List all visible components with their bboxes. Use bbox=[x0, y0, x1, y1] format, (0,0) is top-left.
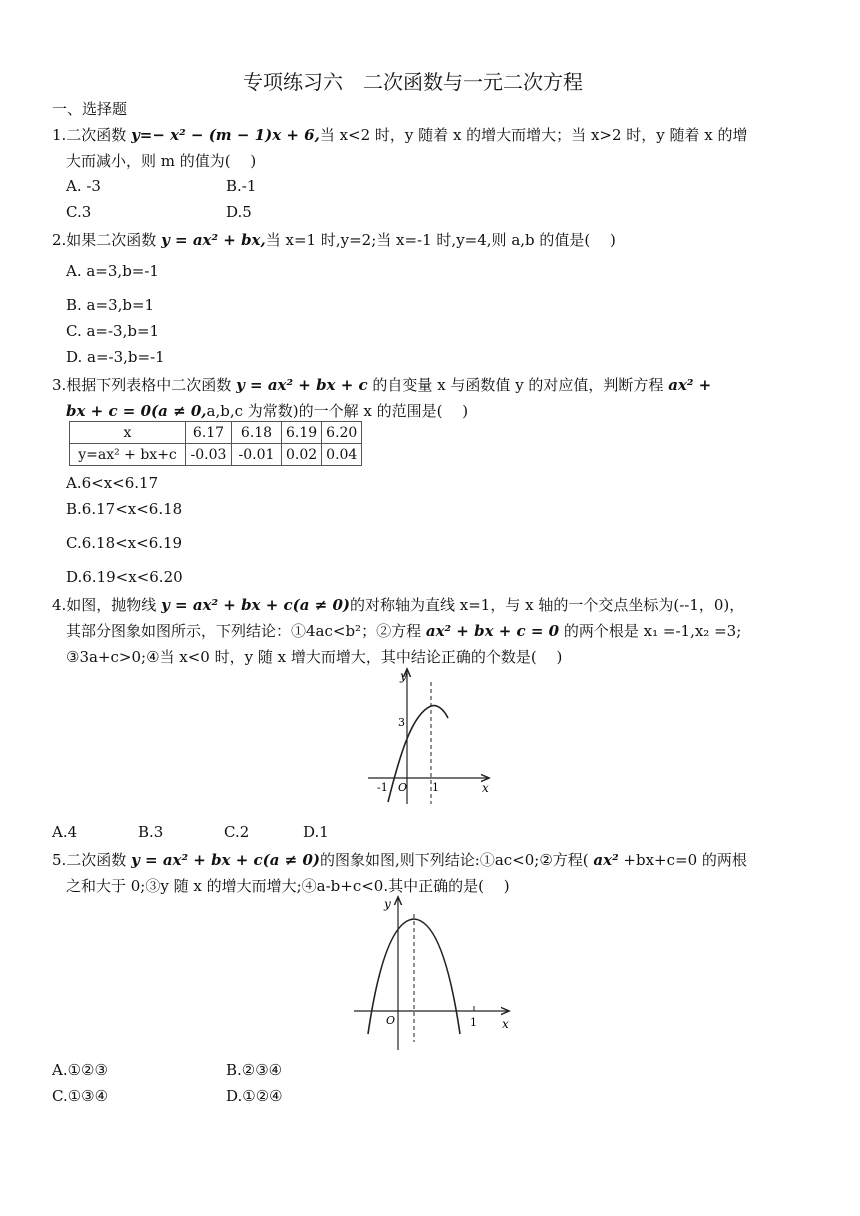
q4-text-3: 的两个根是 x₁ =-1,x₂ =3; bbox=[559, 622, 742, 640]
table-row bbox=[70, 422, 362, 444]
q5-text: 的图象如图,则下列结论:①ac<0;②方程( bbox=[320, 851, 594, 869]
table-cell: 6.17 bbox=[186, 422, 232, 444]
parabola-curve bbox=[388, 706, 448, 802]
q3-option-c: C.6.18<x<6.19 bbox=[66, 534, 183, 552]
table-cell: x bbox=[70, 422, 186, 444]
tick-label-1: 1 bbox=[470, 1016, 477, 1029]
question-4-line-1 bbox=[52, 594, 744, 615]
value-table bbox=[69, 421, 362, 466]
question-1-line-2: 大而减小，则 m 的值为( ) bbox=[66, 152, 257, 170]
q4-prefix: 4.如图，抛物线 bbox=[52, 596, 162, 614]
q2-formula: y = ax² + bx, bbox=[161, 231, 266, 249]
q4-option-c: C.2 bbox=[224, 823, 250, 841]
q4-option-d: D.1 bbox=[303, 823, 329, 841]
question-3-line-1 bbox=[52, 374, 711, 395]
table-cell: -0.01 bbox=[232, 444, 282, 466]
question-4-line-3: ③3a+c>0;④当 x<0 时，y 随 x 增大而增大，其中结论正确的个数是( ) bbox=[66, 648, 563, 666]
question-2-line-1 bbox=[52, 229, 616, 250]
x-axis-label: x bbox=[502, 1017, 509, 1031]
q2-option-a: A. a=3,b=-1 bbox=[66, 262, 159, 280]
question-3-line-2 bbox=[66, 400, 468, 421]
table-cell: 6.19 bbox=[282, 422, 322, 444]
q2-option-d: D. a=-3,b=-1 bbox=[66, 348, 165, 366]
question-5-line-2: 之和大于 0;③y 随 x 的增大而增大;④a-b+c<0.其中正确的是( ) bbox=[66, 877, 510, 895]
q4-formula: y = ax² + bx + c(a ≠ 0) bbox=[161, 596, 351, 614]
table-cell: 6.20 bbox=[322, 422, 362, 444]
q3-text: 的自变量 x 与函数值 y 的对应值，判断方程 bbox=[367, 376, 669, 394]
tick-label-3: 3 bbox=[398, 716, 405, 729]
table-row bbox=[70, 444, 362, 466]
section-heading: 一、选择题 bbox=[52, 100, 128, 118]
q1-formula: y=− x² − (m − 1)x + 6, bbox=[131, 126, 320, 144]
tick-label-1: 1 bbox=[432, 781, 439, 794]
question-4-line-2 bbox=[66, 620, 741, 641]
x-axis-label: x bbox=[482, 781, 489, 795]
q4-equation: ax² + bx + c = 0 bbox=[425, 622, 560, 640]
q1-option-b: B.-1 bbox=[226, 177, 257, 195]
q5-text-2: +bx+c=0 的两根 bbox=[618, 851, 747, 869]
q3-text-2: a,b,c 为常数)的一个解 x 的范围是( ) bbox=[206, 402, 469, 420]
q5-option-c: C.①③④ bbox=[52, 1087, 109, 1105]
table-cell: 0.04 bbox=[322, 444, 362, 466]
origin-label: O bbox=[398, 781, 408, 794]
q1-option-d: D.5 bbox=[226, 203, 252, 221]
q4-option-b: B.3 bbox=[138, 823, 164, 841]
question-1-line-1 bbox=[52, 124, 748, 145]
table-cell: 0.02 bbox=[282, 444, 322, 466]
q5-parabola-figure bbox=[348, 892, 518, 1057]
q1-text: 当 x<2 时，y 随着 x 的增大而增大；当 x>2 时，y 随着 x 的增 bbox=[319, 126, 748, 144]
table-cell: -0.03 bbox=[186, 444, 232, 466]
question-5-line-1 bbox=[52, 849, 747, 870]
table-cell: 6.18 bbox=[232, 422, 282, 444]
q3-option-a: A.6<x<6.17 bbox=[66, 474, 159, 492]
q4-option-a: A.4 bbox=[52, 823, 78, 841]
q5-option-d: D.①②④ bbox=[226, 1087, 283, 1105]
q5-option-a: A.①②③ bbox=[52, 1061, 108, 1079]
q3-option-d: D.6.19<x<6.20 bbox=[66, 568, 183, 586]
q5-option-b: B.②③④ bbox=[226, 1061, 283, 1079]
y-axis-label: y bbox=[384, 897, 391, 911]
q5-formula: y = ax² + bx + c(a ≠ 0) bbox=[131, 851, 321, 869]
tick-label-neg1: -1 bbox=[377, 781, 388, 794]
q5-prefix: 5.二次函数 bbox=[52, 851, 132, 869]
q2-text: 当 x=1 时,y=2;当 x=-1 时,y=4,则 a,b 的值是( ) bbox=[265, 231, 616, 249]
q4-parabola-figure bbox=[360, 664, 500, 814]
page-title: 专项练习六 二次函数与一元二次方程 bbox=[243, 70, 583, 94]
q1-option-a: A. -3 bbox=[66, 177, 101, 195]
q2-option-b: B. a=3,b=1 bbox=[66, 296, 155, 314]
q2-prefix: 2.如果二次函数 bbox=[52, 231, 162, 249]
q3-option-b: B.6.17<x<6.18 bbox=[66, 500, 183, 518]
q3-equation-end: bx + c = 0(a ≠ 0, bbox=[66, 402, 207, 420]
q3-equation-start: ax² + bbox=[668, 376, 712, 394]
q5-equation: ax² bbox=[593, 851, 619, 869]
q3-formula: y = ax² + bx + c bbox=[236, 376, 368, 394]
origin-label: O bbox=[386, 1014, 396, 1027]
q1-option-c: C.3 bbox=[66, 203, 92, 221]
q4-text: 的对称轴为直线 x=1，与 x 轴的一个交点坐标为(--1，0)， bbox=[350, 596, 745, 614]
table-cell: y=ax² + bx+c bbox=[70, 444, 186, 466]
q3-prefix: 3.根据下列表格中二次函数 bbox=[52, 376, 237, 394]
y-axis-label: y bbox=[400, 669, 407, 683]
q1-prefix: 1.二次函数 bbox=[52, 126, 132, 144]
q2-option-c: C. a=-3,b=1 bbox=[66, 322, 160, 340]
q4-text-2: 其部分图象如图所示，下列结论：①4ac<b²；②方程 bbox=[66, 622, 426, 640]
